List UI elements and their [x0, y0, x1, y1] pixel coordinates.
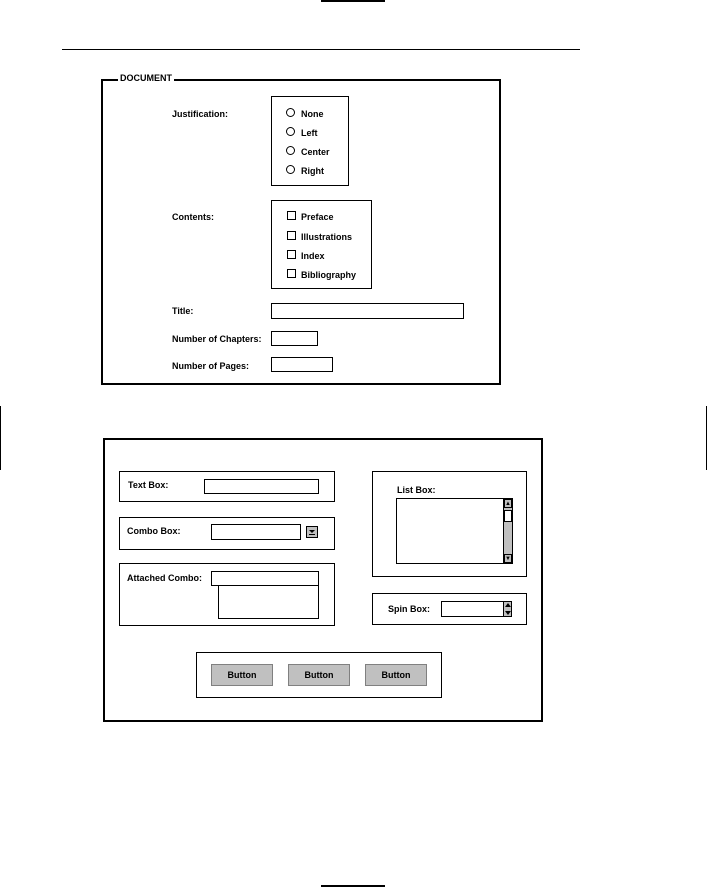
top-rule — [321, 0, 385, 2]
chapters-label: Number of Chapters: — [172, 334, 262, 344]
spin-box-label: Spin Box: — [388, 604, 430, 614]
right-margin-mark — [706, 406, 707, 470]
scroll-thumb[interactable] — [504, 510, 512, 522]
checkbox-preface-label: Preface — [301, 212, 334, 222]
radio-left[interactable] — [286, 127, 295, 136]
contents-label: Contents: — [172, 212, 214, 222]
attached-combo-list[interactable] — [218, 585, 319, 619]
checkbox-illustrations-label: Illustrations — [301, 232, 353, 242]
radio-none[interactable] — [286, 108, 295, 117]
checkbox-bibliography[interactable] — [287, 269, 296, 278]
combo-box-input[interactable] — [211, 524, 301, 540]
attached-combo-label: Attached Combo: — [127, 573, 202, 583]
radio-center-label: Center — [301, 147, 330, 157]
spin-box-input[interactable] — [441, 601, 512, 617]
dropdown-arrow-icon[interactable] — [306, 526, 318, 538]
spin-down-icon[interactable] — [503, 609, 511, 616]
spin-up-icon[interactable] — [503, 602, 511, 609]
header-rule — [62, 49, 580, 50]
radio-center[interactable] — [286, 146, 295, 155]
checkbox-preface[interactable] — [287, 211, 296, 220]
chapters-input[interactable] — [271, 331, 318, 346]
pages-label: Number of Pages: — [172, 361, 250, 371]
checkbox-index[interactable] — [287, 250, 296, 259]
radio-none-label: None — [301, 109, 324, 119]
title-label: Title: — [172, 306, 194, 316]
button-3[interactable]: Button — [365, 664, 427, 686]
text-box-input[interactable] — [204, 479, 319, 494]
justification-label: Justification: — [172, 109, 229, 119]
document-panel-title: DOCUMENT — [120, 73, 172, 83]
left-margin-mark — [0, 406, 1, 470]
checkbox-index-label: Index — [301, 251, 325, 261]
checkbox-bibliography-label: Bibliography — [301, 270, 357, 280]
combo-box-label: Combo Box: — [127, 526, 181, 536]
radio-left-label: Left — [301, 128, 318, 138]
radio-right[interactable] — [286, 165, 295, 174]
button-2[interactable]: Button — [288, 664, 350, 686]
scroll-down-icon[interactable]: ▼ — [505, 555, 511, 562]
attached-combo-input[interactable] — [211, 571, 319, 586]
scroll-up-icon[interactable]: ▲ — [505, 500, 511, 507]
text-box-label: Text Box: — [128, 480, 169, 490]
bottom-rule — [321, 885, 385, 887]
checkbox-illustrations[interactable] — [287, 231, 296, 240]
title-input[interactable] — [271, 303, 464, 319]
list-box-label: List Box: — [397, 485, 436, 495]
list-box-list[interactable] — [396, 498, 513, 564]
pages-input[interactable] — [271, 357, 333, 372]
radio-right-label: Right — [301, 166, 324, 176]
button-1[interactable]: Button — [211, 664, 273, 686]
